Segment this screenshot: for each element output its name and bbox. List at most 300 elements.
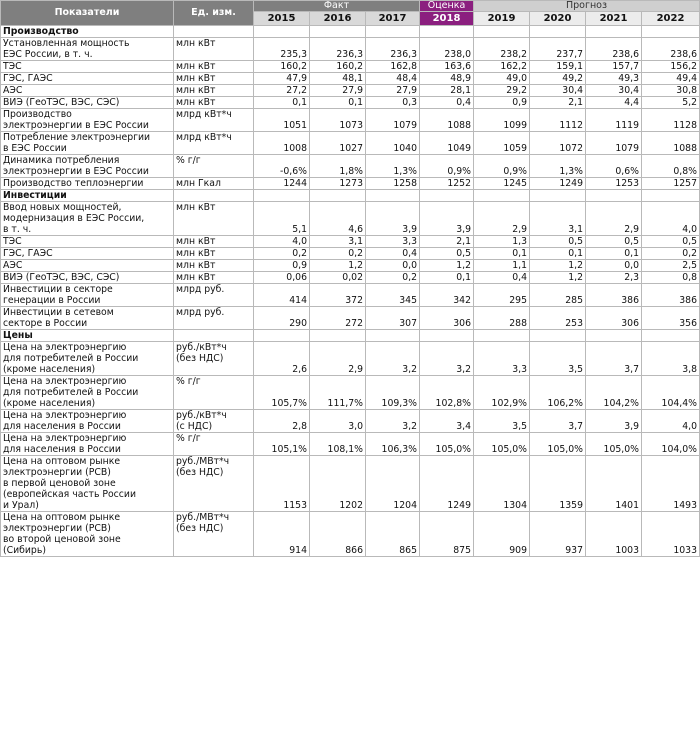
row-unit [174, 97, 254, 109]
value-cell: 0,5 [642, 236, 700, 248]
row-label-line: Инвестиции в сетевом [3, 307, 114, 318]
value-cell: 49,3 [586, 73, 642, 85]
value-cell: 0,4 [420, 97, 474, 109]
row-unit [174, 272, 254, 284]
table-row [1, 433, 700, 456]
value-cell: 1079 [586, 132, 642, 155]
row-label-line: Установленная мощность [3, 38, 130, 49]
value-cell: 1,3 [474, 236, 530, 248]
value-cell: 1273 [310, 178, 366, 190]
value-cell: 1033 [642, 512, 700, 557]
row-unit-line: (с НДС) [176, 421, 213, 432]
row-unit [174, 132, 254, 155]
value-cell: 3,9 [366, 202, 420, 236]
header-year: 2019 [474, 12, 530, 26]
value-cell: 5,1 [254, 202, 310, 236]
section-value-cell [254, 330, 310, 342]
table-row [1, 410, 700, 433]
section-value-cell [366, 330, 420, 342]
section-unit-cell [174, 190, 254, 202]
value-cell: 3,4 [420, 410, 474, 433]
value-cell: 0,1 [420, 272, 474, 284]
value-cell: 0,1 [254, 97, 310, 109]
row-unit [174, 155, 254, 178]
section-value-cell [310, 26, 366, 38]
value-cell: 272 [310, 307, 366, 330]
row-label [1, 433, 174, 456]
row-unit [174, 38, 254, 61]
row-label-line: электроэнергии в ЕЭС России [3, 166, 149, 177]
row-unit [174, 61, 254, 73]
value-cell: 1072 [530, 132, 586, 155]
row-unit-line: (без НДС) [176, 467, 224, 478]
value-cell: 29,2 [474, 85, 530, 97]
header-year: 2016 [310, 12, 366, 26]
row-label [1, 512, 174, 557]
value-cell: 414 [254, 284, 310, 307]
value-cell: 0,1 [530, 248, 586, 260]
section-value-cell [530, 330, 586, 342]
row-label-line: ВИЭ (ГеоТЭС, ВЭС, СЭС) [3, 272, 120, 283]
value-cell: 1493 [642, 456, 700, 512]
value-cell: 372 [310, 284, 366, 307]
value-cell: 1401 [586, 456, 642, 512]
section-value-cell [586, 26, 642, 38]
row-unit-line: % г/г [176, 155, 201, 166]
row-label-line: Потребление электроэнергии [3, 132, 151, 143]
row-label-line: ЕЭС России, в т. ч. [3, 49, 93, 60]
table-row [1, 202, 700, 236]
value-cell: 0,02 [310, 272, 366, 284]
value-cell: 0,06 [254, 272, 310, 284]
section-title: Инвестиции [1, 190, 174, 202]
row-unit-line: руб./кВт*ч [176, 410, 227, 421]
row-unit-line: млн кВт [176, 38, 216, 49]
value-cell: 2,1 [530, 97, 586, 109]
row-unit-line: млн кВт [176, 61, 216, 72]
row-label-line: в ЕЭС России [3, 143, 67, 154]
value-cell: 163,6 [420, 61, 474, 73]
value-cell: 2,5 [642, 260, 700, 272]
value-cell: 2,8 [254, 410, 310, 433]
table-row [1, 376, 700, 410]
section-value-cell [530, 190, 586, 202]
value-cell: 1204 [366, 456, 420, 512]
row-label [1, 85, 174, 97]
row-unit [174, 456, 254, 512]
value-cell: 285 [530, 284, 586, 307]
value-cell: 4,6 [310, 202, 366, 236]
value-cell: 0,2 [642, 248, 700, 260]
value-cell: 0,6% [586, 155, 642, 178]
row-label [1, 376, 174, 410]
value-cell: 3,2 [366, 410, 420, 433]
value-cell: 1304 [474, 456, 530, 512]
value-cell: 2,6 [254, 342, 310, 376]
value-cell: 2,9 [474, 202, 530, 236]
row-unit [174, 307, 254, 330]
value-cell: 1,8% [310, 155, 366, 178]
value-cell: 914 [254, 512, 310, 557]
row-label-line: для потребителей в России [3, 387, 139, 398]
value-cell: 1119 [586, 109, 642, 132]
row-label [1, 307, 174, 330]
row-label-line: АЭС [3, 85, 23, 96]
value-cell: 2,1 [420, 236, 474, 248]
row-label [1, 284, 174, 307]
value-cell: 865 [366, 512, 420, 557]
value-cell: 111,7% [310, 376, 366, 410]
table-row [1, 342, 700, 376]
row-label-line: Цена на электроэнергию [3, 376, 127, 387]
value-cell: 345 [366, 284, 420, 307]
value-cell: 3,5 [530, 342, 586, 376]
value-cell: 1079 [366, 109, 420, 132]
value-cell: 386 [642, 284, 700, 307]
row-label-line: Ввод новых мощностей, [3, 202, 122, 213]
section-value-cell [366, 190, 420, 202]
row-label [1, 410, 174, 433]
table-row [1, 248, 700, 260]
value-cell: 105,0% [420, 433, 474, 456]
value-cell: 0,0 [586, 260, 642, 272]
value-cell: 3,7 [530, 410, 586, 433]
row-label [1, 132, 174, 155]
value-cell: 49,4 [642, 73, 700, 85]
row-label-line: в первой ценовой зоне [3, 478, 116, 489]
header-unit: Ед. изм. [174, 1, 254, 26]
row-label-line: секторе в России [3, 318, 88, 329]
header-year: 2022 [642, 12, 700, 26]
value-cell: 156,2 [642, 61, 700, 73]
table-row [1, 73, 700, 85]
value-cell: 5,2 [642, 97, 700, 109]
value-cell: 1099 [474, 109, 530, 132]
section-value-cell [474, 190, 530, 202]
row-unit [174, 73, 254, 85]
value-cell: 1,2 [420, 260, 474, 272]
value-cell: 104,4% [642, 376, 700, 410]
section-unit-cell [174, 26, 254, 38]
row-unit-line: руб./МВт*ч [176, 512, 230, 523]
value-cell: 3,8 [642, 342, 700, 376]
value-cell: 30,8 [642, 85, 700, 97]
row-unit-line: млн кВт [176, 248, 216, 259]
row-label-line: ТЭС [3, 236, 22, 247]
section-value-cell [254, 190, 310, 202]
value-cell: 1153 [254, 456, 310, 512]
value-cell: 104,0% [642, 433, 700, 456]
value-cell: 236,3 [310, 38, 366, 61]
section-value-cell [642, 190, 700, 202]
row-unit-line: млн кВт [176, 85, 216, 96]
value-cell: 1252 [420, 178, 474, 190]
value-cell: 356 [642, 307, 700, 330]
value-cell: 30,4 [586, 85, 642, 97]
row-label-line: модернизация в ЕЭС России, [3, 213, 145, 224]
value-cell: 0,5 [530, 236, 586, 248]
value-cell: 295 [474, 284, 530, 307]
header-year: 2020 [530, 12, 586, 26]
section-value-cell [642, 330, 700, 342]
row-unit [174, 260, 254, 272]
value-cell: 1253 [586, 178, 642, 190]
value-cell: 238,6 [642, 38, 700, 61]
row-unit [174, 342, 254, 376]
value-cell: 105,0% [586, 433, 642, 456]
value-cell: 162,2 [474, 61, 530, 73]
value-cell: 866 [310, 512, 366, 557]
table-row [1, 178, 700, 190]
value-cell: 307 [366, 307, 420, 330]
row-unit-line: руб./МВт*ч [176, 456, 230, 467]
value-cell: 49,2 [530, 73, 586, 85]
row-unit [174, 284, 254, 307]
value-cell: 1008 [254, 132, 310, 155]
value-cell: 0,2 [366, 272, 420, 284]
row-unit [174, 202, 254, 236]
value-cell: 1257 [642, 178, 700, 190]
row-label [1, 109, 174, 132]
value-cell: 2,9 [310, 342, 366, 376]
row-unit [174, 236, 254, 248]
row-label [1, 97, 174, 109]
value-cell: 0,4 [366, 248, 420, 260]
value-cell: 157,7 [586, 61, 642, 73]
value-cell: 3,3 [366, 236, 420, 248]
row-label [1, 202, 174, 236]
row-unit-line: млн кВт [176, 73, 216, 84]
section-value-cell [310, 190, 366, 202]
row-unit-line: (без НДС) [176, 353, 224, 364]
value-cell: 1249 [530, 178, 586, 190]
value-cell: 0,3 [366, 97, 420, 109]
row-unit [174, 178, 254, 190]
table-row [1, 132, 700, 155]
value-cell: 1027 [310, 132, 366, 155]
header-year: 2015 [254, 12, 310, 26]
row-label-line: Цена на электроэнергию [3, 342, 127, 353]
row-label-line: для потребителей в России [3, 353, 139, 364]
row-label-line: Инвестиции в секторе [3, 284, 113, 295]
value-cell: 0,4 [474, 272, 530, 284]
header-year: 2018 [420, 12, 474, 26]
value-cell: 1258 [366, 178, 420, 190]
value-cell: 2,9 [586, 202, 642, 236]
header-group-estimate: Оценка [420, 1, 474, 12]
value-cell: 105,7% [254, 376, 310, 410]
value-cell: 0,1 [586, 248, 642, 260]
value-cell: 1112 [530, 109, 586, 132]
row-label-line: (кроме населения) [3, 364, 96, 375]
value-cell: 238,6 [586, 38, 642, 61]
value-cell: 102,8% [420, 376, 474, 410]
header-year: 2021 [586, 12, 642, 26]
row-label-line: Цена на электроэнергию [3, 433, 127, 444]
section-value-cell [586, 330, 642, 342]
row-label-line: (европейская часть России [3, 489, 136, 500]
value-cell: 47,9 [254, 73, 310, 85]
value-cell: 0,9 [254, 260, 310, 272]
value-cell: 27,9 [310, 85, 366, 97]
row-unit-line: млн Гкал [176, 178, 221, 189]
value-cell: 109,3% [366, 376, 420, 410]
value-cell: 49,0 [474, 73, 530, 85]
section-title: Цены [1, 330, 174, 342]
value-cell: 1202 [310, 456, 366, 512]
value-cell: 1088 [420, 109, 474, 132]
row-label [1, 73, 174, 85]
row-unit-line: млн кВт [176, 272, 216, 283]
value-cell: 106,3% [366, 433, 420, 456]
row-unit [174, 109, 254, 132]
row-unit-line: млрд руб. [176, 307, 225, 318]
row-unit-line: (без НДС) [176, 523, 224, 534]
row-unit-line: млн кВт [176, 202, 216, 213]
table-row [1, 38, 700, 61]
header-indicator: Показатели [1, 1, 174, 26]
value-cell: 28,1 [420, 85, 474, 97]
value-cell: 159,1 [530, 61, 586, 73]
value-cell: 106,2% [530, 376, 586, 410]
row-label-line: Динамика потребления [3, 155, 120, 166]
value-cell: 0,8% [642, 155, 700, 178]
value-cell: 48,4 [366, 73, 420, 85]
value-cell: 3,9 [586, 410, 642, 433]
value-cell: 1049 [420, 132, 474, 155]
value-cell: 4,0 [254, 236, 310, 248]
value-cell: 0,9% [420, 155, 474, 178]
row-unit-line: млрд руб. [176, 284, 225, 295]
row-unit [174, 433, 254, 456]
value-cell: 3,1 [530, 202, 586, 236]
row-label [1, 272, 174, 284]
value-cell: 1128 [642, 109, 700, 132]
section-value-cell [474, 330, 530, 342]
row-label [1, 260, 174, 272]
value-cell: 48,1 [310, 73, 366, 85]
section-value-cell [586, 190, 642, 202]
section-row [1, 190, 700, 202]
row-label [1, 456, 174, 512]
row-unit-line: млрд кВт*ч [176, 132, 232, 143]
value-cell: 108,1% [310, 433, 366, 456]
row-label [1, 342, 174, 376]
row-label-line: для населения в России [3, 444, 121, 455]
row-label-line: Производство [3, 109, 72, 120]
row-label-line: АЭС [3, 260, 23, 271]
value-cell: 1,2 [530, 260, 586, 272]
value-cell: 0,8 [642, 272, 700, 284]
table-row [1, 260, 700, 272]
value-cell: 3,9 [420, 202, 474, 236]
row-unit [174, 248, 254, 260]
value-cell: 105,0% [530, 433, 586, 456]
row-label-line: во второй ценовой зоне [3, 534, 121, 545]
value-cell: 386 [586, 284, 642, 307]
row-label-line: ВИЭ (ГеоТЭС, ВЭС, СЭС) [3, 97, 120, 108]
row-unit-line: млн кВт [176, 236, 216, 247]
value-cell: 102,9% [474, 376, 530, 410]
row-unit [174, 512, 254, 557]
value-cell: 0,5 [586, 236, 642, 248]
value-cell: 3,3 [474, 342, 530, 376]
value-cell: 27,2 [254, 85, 310, 97]
row-label [1, 61, 174, 73]
row-unit-line: % г/г [176, 376, 201, 387]
row-label-line: для населения в России [3, 421, 121, 432]
row-label-line: ГЭС, ГАЭС [3, 73, 53, 84]
table-row [1, 307, 700, 330]
section-unit-cell [174, 330, 254, 342]
row-unit-line: млрд кВт*ч [176, 109, 232, 120]
value-cell: 105,0% [474, 433, 530, 456]
value-cell: 105,1% [254, 433, 310, 456]
value-cell: 3,5 [474, 410, 530, 433]
row-unit-line: млн кВт [176, 260, 216, 271]
value-cell: 238,0 [420, 38, 474, 61]
value-cell: 0,9% [474, 155, 530, 178]
value-cell: 236,3 [366, 38, 420, 61]
table-row [1, 97, 700, 109]
row-label [1, 178, 174, 190]
section-value-cell [366, 26, 420, 38]
row-label [1, 236, 174, 248]
value-cell: 0,1 [310, 97, 366, 109]
row-label-line: Цена на оптовом рынке [3, 456, 121, 467]
header-group-fact: Факт [254, 1, 420, 12]
value-cell: 3,7 [586, 342, 642, 376]
section-title: Производство [1, 26, 174, 38]
value-cell: 3,2 [420, 342, 474, 376]
value-cell: 342 [420, 284, 474, 307]
table-row [1, 272, 700, 284]
row-label-line: (кроме населения) [3, 398, 96, 409]
section-value-cell [530, 26, 586, 38]
table-row [1, 85, 700, 97]
value-cell: 1249 [420, 456, 474, 512]
table-row [1, 512, 700, 557]
table-row [1, 109, 700, 132]
value-cell: 290 [254, 307, 310, 330]
row-label-line: электроэнергии в ЕЭС России [3, 120, 149, 131]
value-cell: 27,9 [366, 85, 420, 97]
section-value-cell [420, 26, 474, 38]
value-cell: 0,2 [254, 248, 310, 260]
row-unit [174, 376, 254, 410]
table-row [1, 155, 700, 178]
table-row [1, 61, 700, 73]
row-label-line: Производство теплоэнергии [3, 178, 144, 189]
value-cell: 1073 [310, 109, 366, 132]
row-unit [174, 85, 254, 97]
row-label-line: и Урал) [3, 500, 39, 511]
value-cell: 104,2% [586, 376, 642, 410]
row-label-line: (Сибирь) [3, 545, 46, 556]
value-cell: 0,5 [420, 248, 474, 260]
value-cell: 937 [530, 512, 586, 557]
row-label [1, 155, 174, 178]
value-cell: 0,1 [474, 248, 530, 260]
row-label-line: ГЭС, ГАЭС [3, 248, 53, 259]
section-value-cell [642, 26, 700, 38]
section-value-cell [254, 26, 310, 38]
value-cell: 909 [474, 512, 530, 557]
value-cell: 1359 [530, 456, 586, 512]
value-cell: 1244 [254, 178, 310, 190]
row-label-line: электроэнергии (РСВ) [3, 523, 111, 534]
row-label-line: Цена на электроэнергию [3, 410, 127, 421]
